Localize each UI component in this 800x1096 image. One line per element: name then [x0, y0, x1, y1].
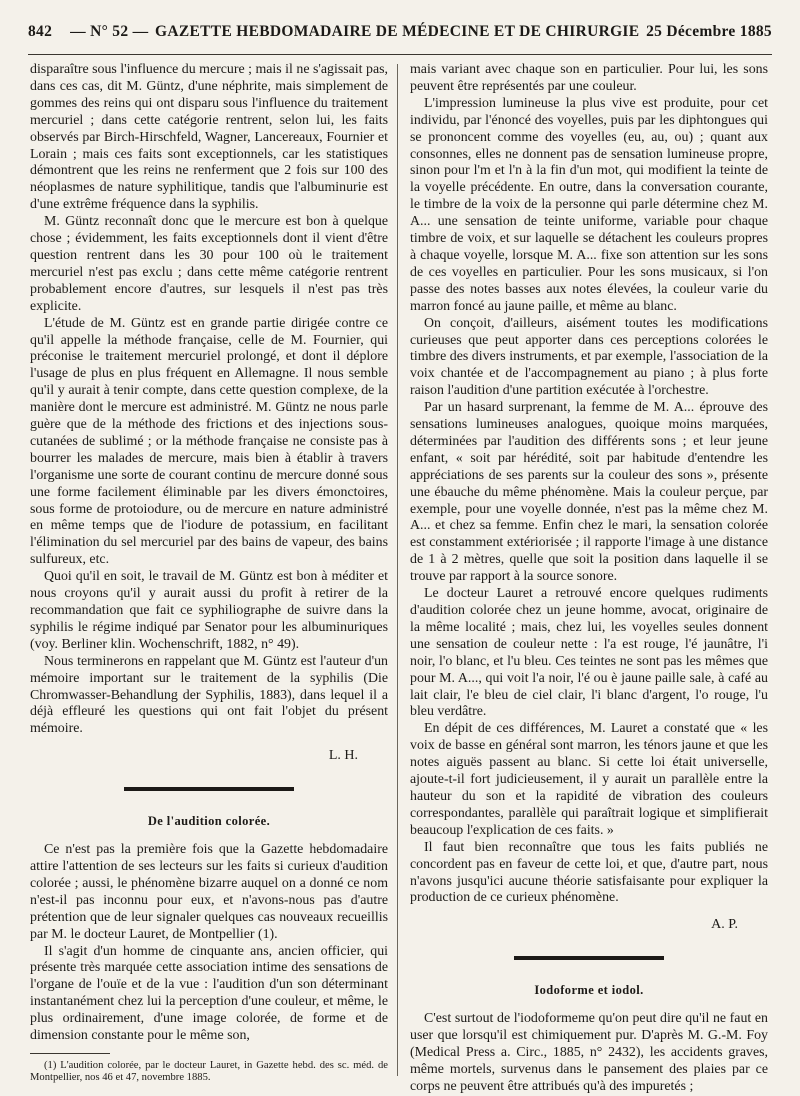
paragraph: M. Güntz reconnaît donc que le mercure est bon à quelque chose ; évidemment, les faits exceptionnels dont il vient d'être question rentrent dans les 30 pour 100 où le traitement mercuriel n'est pas exclu ; dans cette même catégorie rentrent probablement encore d'autres, sur lesquels il n'est pas très explicite. [30, 214, 388, 314]
paragraph: L'étude de M. Güntz est en grande partie dirigée contre ce qu'il appelle la méthode française, celle de M. Fournier, qui préconise le traitement mercuriel prolongé, et dont il déplore l'usage de plus en plus fréquent en Allemagne. Il nous semble qu'il y aurait à tenir compte, dans cette question complexe, de la manière dont le mercure est administré. M. Güntz ne nous parle guère que de la méthode des frictions et des injections sous-cutanées de sublimé ; or la méthode française ne consiste pas à bourrer les malades de mercure, mais bien à établir à travers l'organisme une sorte de courant continu de mercure donné sous une forme facilement éliminable par les divers émonctoires, sous forme de protoiodure, ou de mercure en nature administré en même temps que de l'iodure de potassium, en facilitant l'élimination du sel mercuriel par des bains de vapeur, des bains sulfureux, etc. [30, 315, 388, 568]
author-signature: L. H. [328, 748, 358, 764]
paragraph: Quoi qu'il en soit, le travail de M. Güntz est bon à méditer et nous croyons qu'il y aurait aussi du profit à retirer de la recommandation que fait ce syphiliographe de suivre dans la syphilis le régime indiqué par Senator pour les albuminuriques (voy. Berliner klin. Wochenschrift, 1882, n° 49). [30, 569, 388, 652]
footnote: (1) L'audition colorée, par le docteur Lauret, in Gazette hebd. des sc. méd. de Montpellier, nos 46 et 47, novembre 1885. [30, 1059, 388, 1084]
paragraph: disparaître sous l'influence du mercure ; mais il ne s'agissait pas, dans ces cas, dit M. Güntz, d'une néphrite, mais simplement de gommes des reins qui ont disparu sous l'influence du traitement mercuriel ; dans cette catégorie rentrent, selon lui, les faits observés par Birch-Hirschfeld, Wagner, Lancereaux, Fournier et Lorain ; mais ces faits sont exceptionnels, car les statistiques démontrent que les reins ne renferment que 2 fois sur 100 des néoplasmes de nature syphilitique, tandis que l'albuminurie est d'une extrême fréquence dans la syphilis. [30, 62, 388, 213]
left-column [30, 62, 388, 1085]
paragraph: Le docteur Lauret a retrouvé encore quelques rudiments d'audition colorée chez un jeune homme, avocat, originaire de la même localité ; mais, chez lui, les voyelles seules donnent une sensation de couleur nette : l'a est rouge, l'é jaunâtre, l'i noir, l'o blanc, et l'u bleu. Ces teintes ne sont pas les mêmes que pour M. A..., qui voit l'a noir, l'é ou è jaune paille sale, à café au lait clair, l'e bleu de ciel clair, l'i blanc d'argent, l'o rouge, l'u bleu verdâtre. [410, 586, 768, 720]
issue-date: 25 Décembre 1885 [646, 23, 772, 40]
right-column [410, 62, 768, 1096]
footnote-rule [30, 1053, 110, 1054]
paragraph: En dépit de ces différences, M. Lauret a constaté que « les voix de basse en général sont marron, les ténors jaune et que les notes aiguës passent au blanc. Si cette loi était universelle, ajoute-t-il fort judicieusement, il y aurait un parallèle entre la hauteur du son et la rapidité de vibration des couleurs correspondantes, parallèle qui paraîtrait logique et simplifierait beaucoup l'explication de ces faits. » [410, 721, 768, 838]
section-separator [124, 787, 294, 791]
paragraph: Il faut bien reconnaître que tous les faits publiés ne concordent pas en faveur de cette loi, et que, d'autre part, nous n'avons jusqu'ici aucune théorie satisfaisante pour expliquer la production de ce curieux phénomène. [410, 839, 768, 906]
paragraph: Par un hasard surprenant, la femme de M. A... éprouve des sensations lumineuses analogues, quoique moins marquées, déterminées par l'audition des différents sons ; et leur jeune enfant, « soit par hérédité, soit par habitude d'entendre les appréciations de ses parents sur la couleur des sons », présente une ébauche du même phénomène. Mais la couleur perçue, par exemple, pour une voyelle donnée, n'est pas la même chez M. A... et chez sa femme. Enfin chez le mari, la sensation colorée est constamment extériorisée ; il rapporte l'image à une distance de 1 à 2 mètres, quelle que soit la position dans laquelle il se trouve par rapport à la source sonore. [410, 400, 768, 585]
paragraph: Ce n'est pas la première fois que la Gazette hebdomadaire attire l'attention de ses lecteurs sur les faits si curieux d'audition colorée ; aussi, le phénomène bizarre auquel on a donné ce nom n'est-il pas inconnu pour eux, et n'avons-nous pas d'autre prétention que de leur signaler quelques cas nouveaux recueillis par M. le docteur Lauret, de Montpellier (1). [30, 842, 388, 942]
paragraph: C'est surtout de l'iodoformeme qu'on peut dire qu'il ne faut en user que lorsqu'il est chimiquement pur. D'après M. G.-M. Foy (Medical Press a. Circ., 1885, n° 2432), les accidents graves, même mortels, survenus dans le pansement des plaies par ce corps ne peuvent être attribués qu'à des impuretés ; [410, 1011, 768, 1094]
page-header [28, 10, 772, 55]
page-number: 842 [28, 23, 53, 40]
column-divider [397, 64, 398, 1076]
section-title: Iodoforme et iodol. [534, 983, 644, 998]
section-separator [514, 956, 664, 960]
section-title: De l'audition colorée. [147, 814, 271, 829]
issue-number: — N° 52 — [70, 23, 149, 40]
paragraph: mais variant avec chaque son en particulier. Pour lui, les sons peuvent être représentés par une couleur. [410, 62, 768, 94]
paragraph: On conçoit, d'ailleurs, aisément toutes les modifications curieuses que peut apporter dans ces perceptions colorées le timbre des divers instruments, et par exemple, l'association de la voix chantée et de l'accompagnement au piano ; à plus forte raison l'audition d'une partition exécutée à l'orchestre. [410, 315, 768, 399]
author-signature: A. P. [711, 917, 738, 933]
paragraph: Nous terminerons en rappelant que M. Güntz est l'auteur d'un mémoire important sur le traitement de la syphilis (Die Chromwasser-Behandlung der Syphilis, 1883), dans lequel il a déjà effleuré les questions qui ont fait l'objet du présent mémoire. [30, 653, 388, 737]
paragraph: L'impression lumineuse la plus vive est produite, pour cet individu, par l'énoncé des voyelles, puis par les diphtongues qui se prononcent comme des voyelles (eu, au, ou) ; quant aux consonnes, elles ne donnent pas de sensation lumineuse propre, sinon pour l'm et l'n à la fin d'un mot, qui modifient la teinte de la voyelle précédente. En outre, dans la conversation courante, le timbre de la voix de la personne qui parle détermine chez M. A... une sensation de teinte uniforme, variable pour chaque timbre de voix, et sur laquelle se détachent les couleurs propres à chaque voyelle, lorsque M. A... fixe son attention sur les sons de ces voyelles en particulier. Pour les sons musicaux, si l'on passe des notes basses aux notes élevées, la couleur varie du marron foncé au jaune paille, et même au blanc. [410, 95, 768, 314]
publication-title: GAZETTE HEBDOMADAIRE DE MÉDECINE ET DE CHIRURGIE [155, 23, 640, 40]
paragraph: Il s'agit d'un homme de cinquante ans, ancien officier, qui présente très marquée cette association intime des sensations de l'organe de l'ouïe et de la vue : l'audition d'un son déterminant instantanément chez lui la perception d'une couleur, et même, le plus ordinairement, d'une image colorée, de forme et de dimension constante pour le même son, [30, 943, 388, 1044]
